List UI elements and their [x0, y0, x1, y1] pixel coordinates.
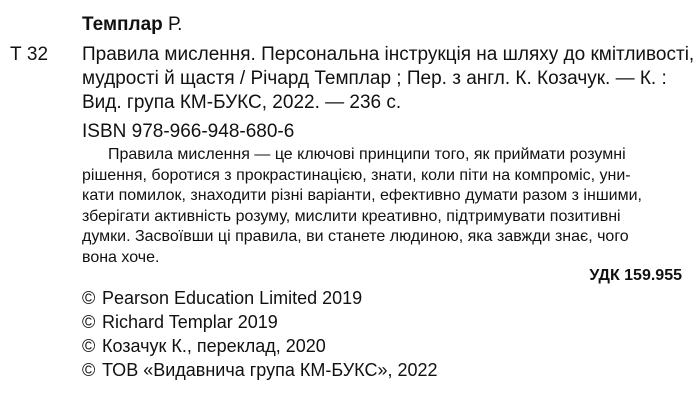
annotation-line: думки. Засвоївши ці правила, ви станете людиною, яка завжди знає, чого — [82, 228, 629, 245]
copyright-line — [82, 358, 438, 382]
annotation-line: зберігати активність розуму, мислити креативно, підтримувати позитивні — [82, 207, 621, 225]
copyright-sign: © — [82, 336, 96, 356]
copyright-holder: Pearson Education Limited 2019 — [102, 288, 363, 308]
entry-line: Правила мислення. Персональна інструкція на шляху до кмітливості, — [82, 44, 695, 65]
copyright-line — [82, 286, 438, 310]
copyright-sign: © — [82, 312, 96, 332]
entry-line: Вид. група КМ-БУКС, 2022. — 236 с. — [82, 92, 402, 113]
bbk-code: Т 32 — [10, 44, 49, 65]
isbn: ISBN 978-966-948-680-6 — [82, 121, 295, 142]
annotation-line: кати помилок, знаходити різні варіанти, ефективно думати разом з іншими, — [82, 187, 642, 204]
author-initial: Р. — [168, 14, 183, 35]
copyright-holder: ТОВ «Видавнича група КМ-БУКС», 2022 — [102, 360, 438, 380]
annotation-line: рішення, боротися з прокрастинацією, знати, коли піти на компроміс, уни- — [82, 166, 631, 184]
copyright-line — [82, 310, 438, 334]
entry-line: мудрості й щастя / Річард Темплар ; Пер. з англ. К. Козачук. — К. : — [82, 68, 667, 89]
copyright-line — [82, 334, 438, 358]
annotation — [82, 145, 686, 268]
annotation-line: Правила мислення — це ключові принципи того, як приймати розумні — [108, 146, 626, 163]
copyright-list — [82, 286, 438, 382]
udk-code: УДК 159.955 — [589, 267, 682, 284]
author-heading — [82, 13, 182, 37]
annotation-line: вона хоче. — [82, 248, 160, 266]
bibliographic-entry — [82, 43, 695, 115]
copyright-holder: Козачук К., переклад, 2020 — [102, 336, 326, 356]
copyright-holder: Richard Templar 2019 — [102, 312, 278, 332]
copyright-sign: © — [82, 288, 96, 308]
author-surname: Темплар — [82, 14, 163, 35]
copyright-sign: © — [82, 360, 96, 380]
